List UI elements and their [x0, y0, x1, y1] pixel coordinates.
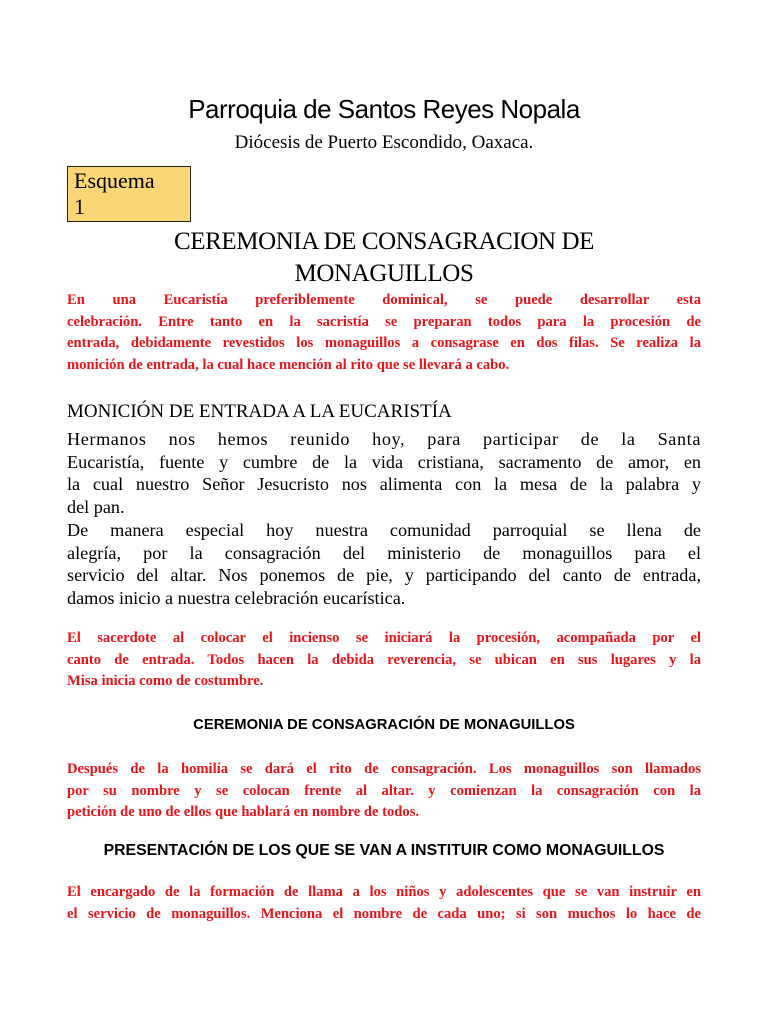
monition-paragraph-1: [67, 428, 701, 518]
text-line: De manera especial hoy nuestra comunidad parroquial se llena de: [67, 520, 701, 540]
rubric-line: El encargado de la formación de llama a los niños y adolescentes que se van instruir en: [67, 884, 701, 900]
monition-paragraph-2: [67, 519, 701, 609]
scheme-number: 1: [74, 194, 85, 219]
rubric-line: monición de entrada, la cual hace mención al rito que se llevará a cabo.: [67, 356, 510, 373]
consecration-heading: CEREMONIA DE CONSAGRACIÓN DE MONAGUILLOS: [193, 717, 575, 733]
rubric-line: el servicio de monaguillos. Menciona el nombre de cada uno; si son muchos lo hace de: [67, 905, 701, 922]
procession-rubric: [67, 628, 701, 693]
presentation-rubric: [67, 882, 701, 925]
rubric-line: petición de uno de ellos que hablará en nombre de todos.: [67, 804, 420, 820]
text-line: alegría, por la consagración del ministerio de monaguillos para el: [67, 542, 701, 563]
rubric-line: por su nombre y se colocan frente al altar. y comienzan la consagración con la: [67, 782, 701, 799]
scheme-box: [67, 166, 191, 222]
rubric-line: El sacerdote al colocar el incienso se iniciará la procesión, acompañada por el: [67, 630, 701, 646]
presentation-heading: PRESENTACIÓN DE LOS QUE SE VAN A INSTITUIR COMO MONAGUILLOS: [103, 842, 665, 859]
entrance-monition-heading: MONICIÓN DE ENTRADA A LA EUCARISTÍA: [67, 401, 452, 422]
text-line: servicio del altar. Nos ponemos de pie, y participando del canto de entrada,: [67, 565, 701, 586]
main-title: [67, 226, 701, 290]
text-line: del pan.: [67, 496, 125, 517]
rubric-line: canto de entrada. Todos hacen la debida reverencia, se ubican en sus lugares y la: [67, 651, 701, 668]
intro-rubric: [67, 290, 701, 376]
scheme-label: Esquema: [74, 168, 155, 193]
rubric-line: En una Eucaristía preferiblemente dominical, se puede desarrollar esta: [67, 292, 701, 308]
rubric-line: celebración. Entre tanto en la sacristía se preparan todos para la procesión de: [67, 313, 701, 330]
rubric-line: Después de la homilía se dará el rito de consagración. Los monaguillos son llamados: [67, 761, 701, 777]
text-line: la cual nuestro Señor Jesucristo nos alimenta con la mesa de la palabra y: [67, 474, 701, 495]
text-line: damos inicio a nuestra celebración eucarística.: [67, 587, 406, 608]
consecration-rubric: [67, 759, 701, 824]
parish-title: Parroquia de Santos Reyes Nopala: [188, 94, 580, 124]
main-title-line-2: MONAGUILLOS: [294, 260, 474, 287]
text-line: Hermanos nos hemos reunido hoy, para participar de la Santa: [67, 429, 701, 449]
main-title-line-1: CEREMONIA DE CONSAGRACION DE: [173, 228, 595, 255]
rubric-line: entrada, debidamente revestidos los monaguillos a consagrase en dos filas. Se realiza la: [67, 335, 701, 351]
text-line: Eucaristía, fuente y cumbre de la vida cristiana, sacramento de amor, en: [67, 451, 701, 472]
document-page: [67, 0, 701, 1024]
rubric-line: Misa inicia como de costumbre.: [67, 673, 264, 689]
diocese-subtitle: Diócesis de Puerto Escondido, Oaxaca.: [234, 132, 534, 153]
